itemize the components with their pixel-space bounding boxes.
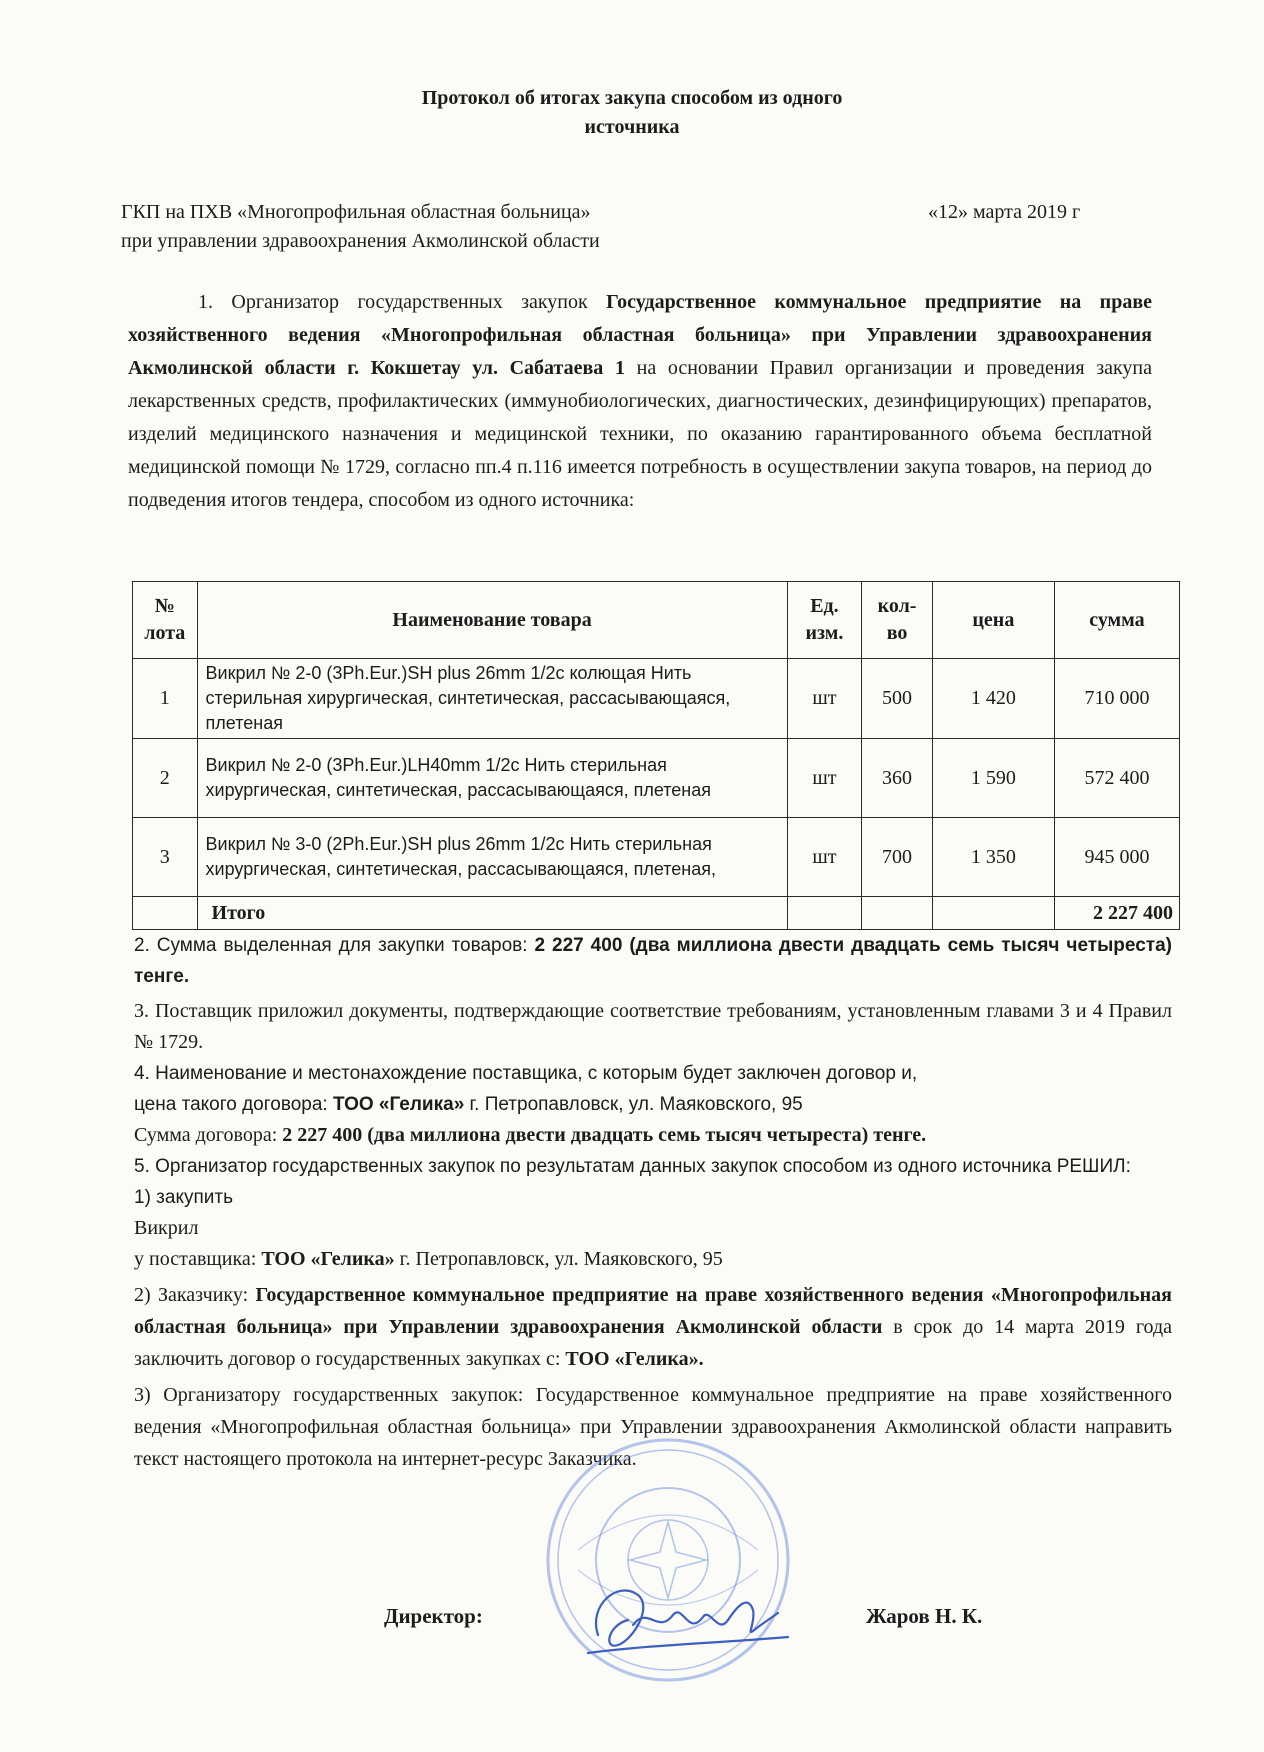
- cell-sum: 945 000: [1054, 818, 1179, 897]
- para1-intro: 1. Организатор государственных закупок: [198, 291, 607, 313]
- item-2: [134, 930, 1172, 992]
- item4-supplier: ТОО «Гелика»: [332, 1094, 465, 1115]
- header-sum: сумма: [1054, 582, 1179, 659]
- cell-name: Викрил № 3-0 (2Ph.Eur.)SH plus 26mm 1/2c Нить стерильная хирургическая, синтетическая, рассасывающаяся, плетеная,: [197, 818, 787, 897]
- cell-lot: 1: [133, 659, 198, 739]
- item2-amount: 2 227 400 (два миллиона двести двадцать семь тысяч четыреста) тенге.: [134, 935, 1172, 987]
- item-5-product: Викрил: [134, 1217, 199, 1239]
- cell-qty: 700: [862, 818, 933, 897]
- table-row: [133, 739, 1180, 818]
- header-name: Наименование товара: [197, 582, 787, 659]
- protocol-body: [134, 930, 1172, 1475]
- director-name: Жаров Н. К.: [866, 1604, 983, 1628]
- item4-supplier-address: г. Петропавловск, ул. Маяковского, 95: [464, 1094, 803, 1115]
- item5-supplier-address: г. Петропавловск, ул. Маяковского, 95: [394, 1248, 723, 1270]
- table-row: [133, 659, 1180, 739]
- org-line-2: при управлении здравоохранения Акмолинской области: [121, 230, 600, 252]
- item-4-line-1: 4. Наименование и местонахождение поставщика, с которым будет заключен договор и,: [134, 1063, 918, 1084]
- cell-name: Викрил № 2-0 (3Ph.Eur.)SH plus 26mm 1/2c колющая Нить стерильная хирургическая, синтетическая, рассасывающаяся, плетеная: [197, 659, 787, 739]
- item4-sum-text: Сумма договора:: [134, 1124, 283, 1146]
- item-4-contract-sum: [134, 1120, 1172, 1151]
- goods-table: [132, 581, 1180, 930]
- header-unit: Ед. изм.: [787, 582, 862, 659]
- cell-price: 1 420: [932, 659, 1054, 739]
- item2-text: 2. Сумма выделенная для закупки товаров:: [134, 935, 535, 956]
- cell-sum: 710 000: [1054, 659, 1179, 739]
- sub2-supplier: ТОО «Гелика».: [565, 1348, 704, 1370]
- cell-unit: шт: [787, 739, 862, 818]
- para1-organizer: Государственное коммунальное предприятие на праве хозяйственного ведения «Многопрофильная областная больница» при Управлении здравоохранения Акмолинской области г. Кокшетау ул. Сабатаева 1: [128, 291, 1152, 379]
- item-3: 3. Поставщик приложил документы, подтверждающие соответствие требованиям, установленным главами 3 и 4 Правил № 1729.: [134, 1000, 1172, 1053]
- item-4-line-2: [134, 1089, 1172, 1120]
- cell-lot: 2: [133, 739, 198, 818]
- table-total-row: [133, 897, 1180, 930]
- total-empty-cell: [133, 897, 198, 930]
- total-empty-cell: [787, 897, 862, 930]
- table-row: [133, 818, 1180, 897]
- title-line-1: Протокол об итогах закупа способом из одного: [421, 87, 843, 109]
- cell-sum: 572 400: [1054, 739, 1179, 818]
- signature-label: Директор:: [384, 1604, 483, 1628]
- item-5-sub-1: 1) закупить: [134, 1187, 233, 1208]
- sub2-text: 2) Заказчику:: [134, 1284, 256, 1306]
- item4-price-text: цена такого договора:: [134, 1094, 333, 1115]
- para1-rest: на основании Правил организации и проведения закупа лекарственных средств, профилактических (иммунобиологических, диагностических, дезинфицирующих) препаратов, изделий медицинского назначения и медицинской техники, по оказанию гарантированного объема бесплатной медицинской помощи № 1729, согласно пп.4 п.116 имеется потребность в осуществлении закупа товаров, на период до подведения итогов тендера, способом из одного источника:: [128, 357, 1152, 511]
- document-date: «12» марта 2019 г: [928, 201, 1081, 223]
- item5-supplier-text: у поставщика:: [134, 1248, 262, 1270]
- cell-qty: 360: [862, 739, 933, 818]
- paragraph-1: [128, 286, 1152, 517]
- header-price: цена: [932, 582, 1054, 659]
- table-header-row: [133, 582, 1180, 659]
- cell-name: Викрил № 2-0 (3Ph.Eur.)LH40mm 1/2c Нить стерильная хирургическая, синтетическая, рассасывающаяся, плетеная: [197, 739, 787, 818]
- item-5-supplier: [134, 1244, 1172, 1275]
- cell-lot: 3: [133, 818, 198, 897]
- organization-header: [121, 198, 600, 256]
- cell-unit: шт: [787, 659, 862, 739]
- total-empty-cell: [862, 897, 933, 930]
- cell-qty: 500: [862, 659, 933, 739]
- item-5-sub-3: 3) Организатору государственных закупок: Государственное коммунальное предприятие на праве хозяйственного ведения «Многопрофильная областная больница» при Управлении здравоохранения Акмолинской области направить текст настоящего протокола на интернет-ресурс Заказчика.: [134, 1384, 1172, 1470]
- total-sum: 2 227 400: [1054, 897, 1179, 930]
- item5-supplier-name: ТОО «Гелика»: [261, 1248, 395, 1270]
- total-empty-cell: [932, 897, 1054, 930]
- sub2-customer: Государственное коммунальное предприятие на праве хозяйственного ведения «Многопрофильная областная больница» при Управлении здравоохранения Акмолинской области: [134, 1284, 1172, 1338]
- director-signature: [578, 1565, 798, 1675]
- item4-sum-amount: 2 227 400 (два миллиона двести двадцать семь тысяч четыреста) тенге.: [282, 1124, 927, 1146]
- header-lot: № лота: [133, 582, 198, 659]
- header-qty: кол-во: [862, 582, 933, 659]
- total-label: Итого: [197, 897, 787, 930]
- title-line-2: источника: [584, 116, 680, 138]
- cell-price: 1 590: [932, 739, 1054, 818]
- item-5: 5. Организатор государственных закупок по результатам данных закупок способом из одного источника РЕШИЛ:: [134, 1156, 1131, 1177]
- cell-unit: шт: [787, 818, 862, 897]
- document-title: [0, 84, 1264, 142]
- org-line-1: ГКП на ПХВ «Многопрофильная областная больница»: [121, 201, 591, 223]
- sub2-rest: в срок до 14 марта 2019 года заключить договор о государственных закупках с:: [134, 1316, 1173, 1370]
- cell-price: 1 350: [932, 818, 1054, 897]
- item-5-sub-2: [134, 1279, 1172, 1375]
